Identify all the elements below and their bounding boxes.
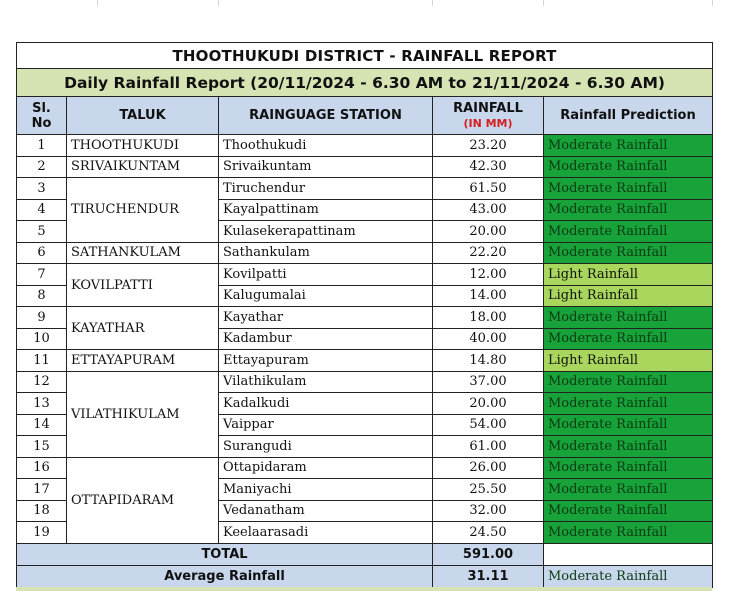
prediction-cell: Moderate Rainfall: [544, 199, 713, 221]
prediction-cell: Light Rainfall: [544, 350, 713, 372]
sl-cell: 2: [17, 156, 67, 178]
taluk-cell: THOOTHUKUDI: [67, 135, 219, 157]
sl-cell: 4: [17, 199, 67, 221]
prediction-cell: Moderate Rainfall: [544, 178, 713, 200]
station-cell: Keelaarasadi: [219, 522, 433, 544]
header-station: RAINGUAGE STATION: [219, 97, 433, 135]
report-title: THOOTHUKUDI DISTRICT - RAINFALL REPORT: [17, 43, 713, 69]
rainfall-cell: 23.20: [433, 135, 544, 157]
table-row: [17, 264, 713, 286]
rainfall-cell: 24.50: [433, 522, 544, 544]
rainfall-cell: 42.30: [433, 156, 544, 178]
station-cell: Kovilpatti: [219, 264, 433, 286]
station-cell: Kulasekerapattinam: [219, 221, 433, 243]
total-value: 591.00: [433, 543, 544, 565]
sl-cell: 16: [17, 457, 67, 479]
prediction-cell: Light Rainfall: [544, 285, 713, 307]
header-taluk: TALUK: [67, 97, 219, 135]
rainfall-cell: 25.50: [433, 479, 544, 501]
rainfall-cell: 14.00: [433, 285, 544, 307]
rainfall-table: [16, 42, 713, 588]
prediction-cell: Moderate Rainfall: [544, 371, 713, 393]
prediction-cell: Light Rainfall: [544, 264, 713, 286]
sl-cell: 8: [17, 285, 67, 307]
station-cell: Sathankulam: [219, 242, 433, 264]
station-cell: Thoothukudi: [219, 135, 433, 157]
sl-cell: 19: [17, 522, 67, 544]
taluk-cell: SRIVAIKUNTAM: [67, 156, 219, 178]
total-row: [17, 543, 713, 565]
station-cell: Tiruchendur: [219, 178, 433, 200]
average-value: 31.11: [433, 565, 544, 587]
header-rainfall: [433, 97, 544, 135]
sl-cell: 10: [17, 328, 67, 350]
rainfall-cell: 61.50: [433, 178, 544, 200]
rainfall-cell: 20.00: [433, 221, 544, 243]
station-cell: Ettayapuram: [219, 350, 433, 372]
bottom-edge-strip: [16, 587, 712, 591]
sl-cell: 6: [17, 242, 67, 264]
sl-cell: 18: [17, 500, 67, 522]
table-row: [17, 135, 713, 157]
station-cell: Ottapidaram: [219, 457, 433, 479]
sl-cell: 15: [17, 436, 67, 458]
header-sl-no: [17, 97, 67, 135]
station-cell: Kayalpattinam: [219, 199, 433, 221]
header-prediction: Rainfall Prediction: [544, 97, 713, 135]
average-row: [17, 565, 713, 587]
rainfall-cell: 43.00: [433, 199, 544, 221]
rainfall-cell: 22.20: [433, 242, 544, 264]
prediction-cell: Moderate Rainfall: [544, 479, 713, 501]
prediction-cell: Moderate Rainfall: [544, 242, 713, 264]
station-cell: Surangudi: [219, 436, 433, 458]
taluk-cell: OTTAPIDARAM: [67, 457, 219, 543]
prediction-cell: Moderate Rainfall: [544, 522, 713, 544]
sl-cell: 9: [17, 307, 67, 329]
top-edge-strip: [0, 0, 730, 6]
rainfall-cell: 61.00: [433, 436, 544, 458]
station-cell: Kadalkudi: [219, 393, 433, 415]
sl-cell: 5: [17, 221, 67, 243]
station-cell: Vaippar: [219, 414, 433, 436]
report-subtitle: Daily Rainfall Report (20/11/2024 - 6.30 AM to 21/11/2024 - 6.30 AM): [17, 69, 713, 97]
average-prediction: Moderate Rainfall: [544, 565, 713, 587]
sl-cell: 7: [17, 264, 67, 286]
prediction-cell: Moderate Rainfall: [544, 393, 713, 415]
station-cell: Kadambur: [219, 328, 433, 350]
station-cell: Vedanatham: [219, 500, 433, 522]
prediction-cell: Moderate Rainfall: [544, 156, 713, 178]
table-row: [17, 457, 713, 479]
rainfall-cell: 20.00: [433, 393, 544, 415]
table-row: [17, 178, 713, 200]
header-sl-line1: Sl.: [32, 100, 51, 116]
rainfall-cell: 26.00: [433, 457, 544, 479]
prediction-cell: Moderate Rainfall: [544, 221, 713, 243]
table-row: [17, 307, 713, 329]
rainfall-cell: 18.00: [433, 307, 544, 329]
header-rainfall-label: RAINFALL: [453, 100, 523, 116]
prediction-cell: Moderate Rainfall: [544, 414, 713, 436]
rainfall-cell: 40.00: [433, 328, 544, 350]
header-row: [17, 97, 713, 135]
rainfall-cell: 54.00: [433, 414, 544, 436]
header-sl-line2: No: [31, 115, 52, 131]
taluk-cell: KAYATHAR: [67, 307, 219, 350]
header-rainfall-unit: (IN MM): [463, 116, 513, 130]
rainfall-report: [16, 42, 712, 588]
sl-cell: 14: [17, 414, 67, 436]
sl-cell: 17: [17, 479, 67, 501]
prediction-cell: Moderate Rainfall: [544, 307, 713, 329]
table-row: [17, 350, 713, 372]
sl-cell: 11: [17, 350, 67, 372]
station-cell: Vilathikulam: [219, 371, 433, 393]
station-cell: Maniyachi: [219, 479, 433, 501]
table-row: [17, 156, 713, 178]
sl-cell: 13: [17, 393, 67, 415]
average-label: Average Rainfall: [17, 565, 433, 587]
taluk-cell: ETTAYAPURAM: [67, 350, 219, 372]
taluk-cell: TIRUCHENDUR: [67, 178, 219, 243]
prediction-cell: Moderate Rainfall: [544, 328, 713, 350]
prediction-cell: Moderate Rainfall: [544, 500, 713, 522]
taluk-cell: VILATHIKULAM: [67, 371, 219, 457]
rainfall-cell: 14.80: [433, 350, 544, 372]
total-label: TOTAL: [17, 543, 433, 565]
table-row: [17, 242, 713, 264]
table-row: [17, 371, 713, 393]
prediction-cell: Moderate Rainfall: [544, 135, 713, 157]
prediction-cell: Moderate Rainfall: [544, 436, 713, 458]
taluk-cell: KOVILPATTI: [67, 264, 219, 307]
rainfall-cell: 12.00: [433, 264, 544, 286]
station-cell: Kayathar: [219, 307, 433, 329]
sl-cell: 12: [17, 371, 67, 393]
sl-cell: 1: [17, 135, 67, 157]
rainfall-cell: 32.00: [433, 500, 544, 522]
station-cell: Srivaikuntam: [219, 156, 433, 178]
rainfall-cell: 37.00: [433, 371, 544, 393]
sl-cell: 3: [17, 178, 67, 200]
station-cell: Kalugumalai: [219, 285, 433, 307]
taluk-cell: SATHANKULAM: [67, 242, 219, 264]
total-prediction-empty: [544, 543, 713, 565]
prediction-cell: Moderate Rainfall: [544, 457, 713, 479]
